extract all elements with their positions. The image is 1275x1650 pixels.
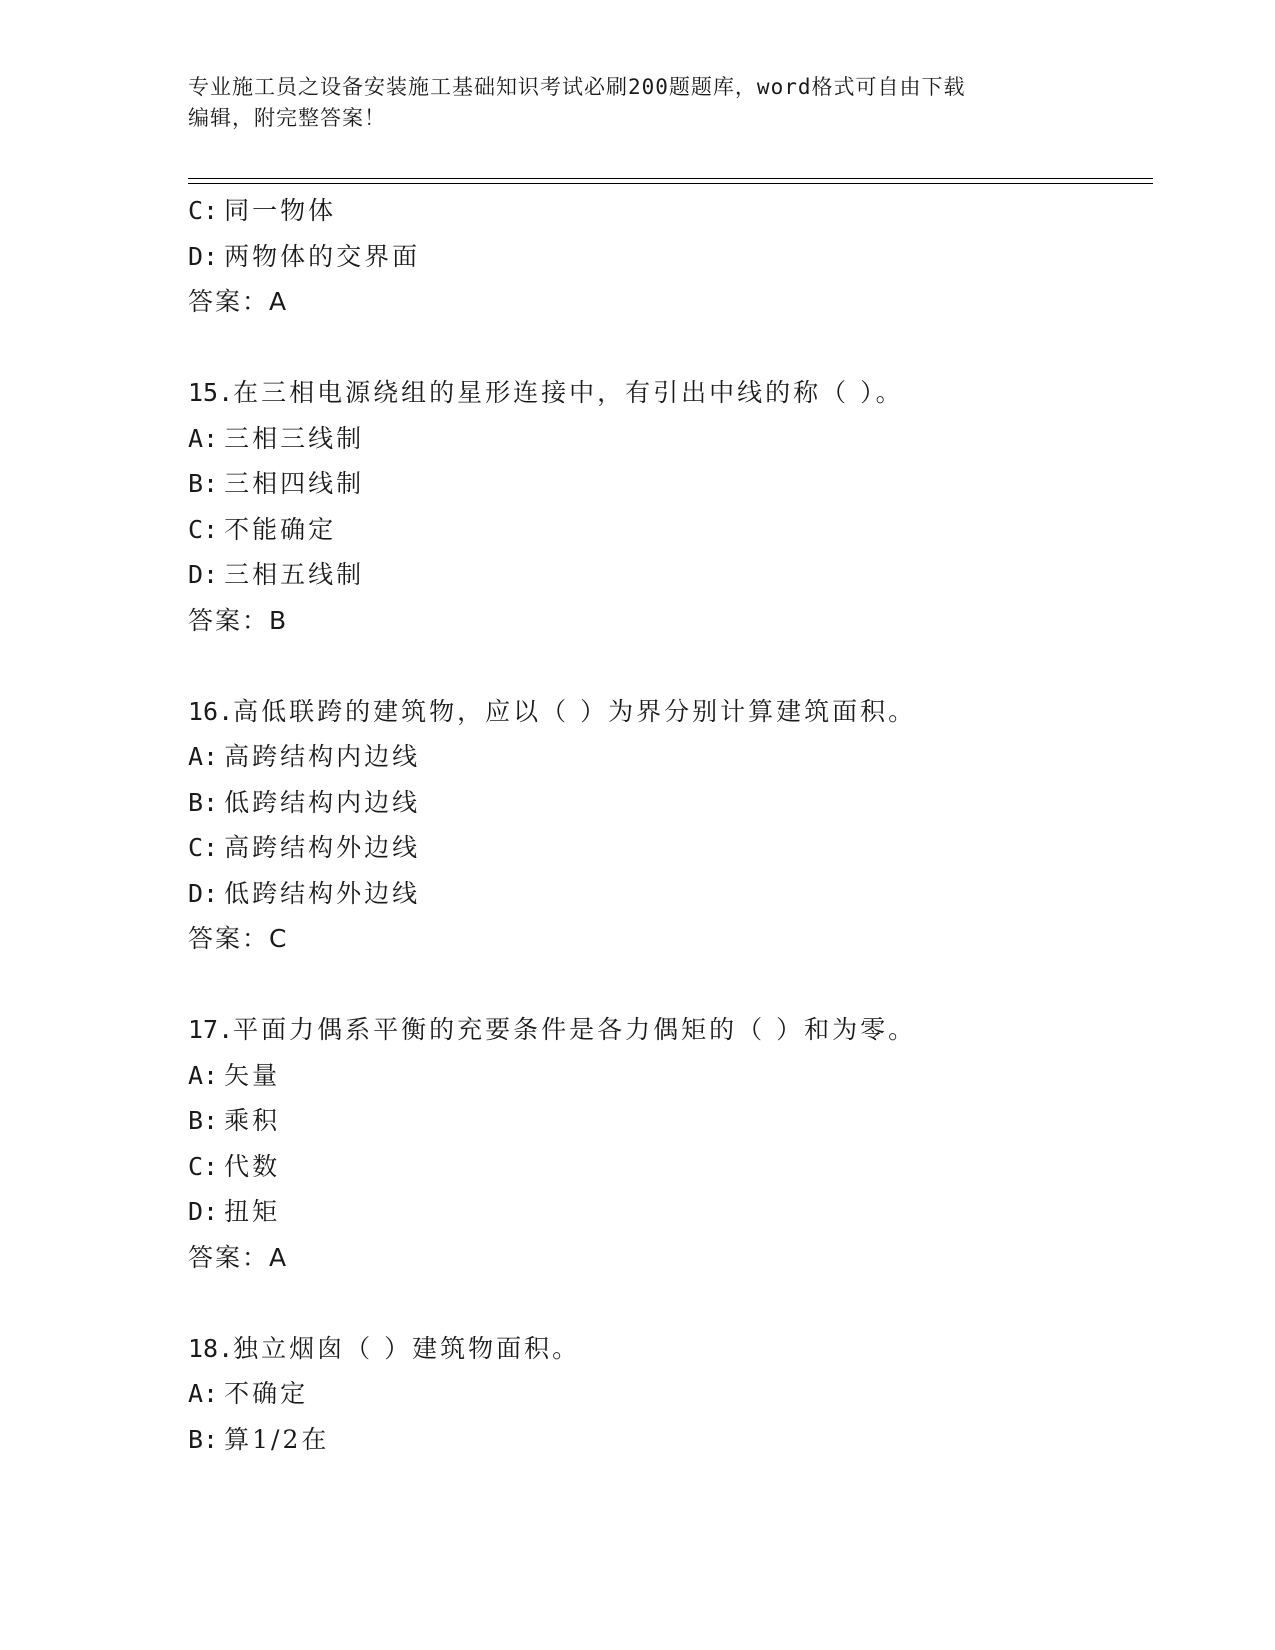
- option-letter: A:: [188, 742, 219, 771]
- spacer: [188, 643, 1148, 689]
- option-row: [188, 1189, 1148, 1235]
- option-row: [188, 1144, 1148, 1190]
- spacer: [188, 962, 1148, 1008]
- option-row: [188, 871, 1148, 917]
- option-row: [188, 234, 1148, 280]
- header-line-1: 专业施工员之设备安装施工基础知识考试必刷200题题库，word格式可自由下载: [188, 75, 966, 99]
- option-letter: D:: [188, 1197, 219, 1226]
- option-letter: B:: [188, 1106, 219, 1135]
- option-row: [188, 734, 1148, 780]
- option-row: [188, 507, 1148, 553]
- question-number: 17.: [188, 1015, 234, 1044]
- question-text: 独立烟囱（ ）建筑物面积。: [233, 1333, 581, 1363]
- header-divider-top: [188, 178, 1153, 179]
- option-text: 高跨结构外边线: [224, 833, 421, 862]
- option-letter: B:: [188, 469, 219, 498]
- option-letter: C:: [188, 833, 219, 862]
- question-stem: [188, 689, 1148, 735]
- option-row: [188, 780, 1148, 826]
- option-letter: C:: [188, 1151, 219, 1181]
- option-letter: C:: [188, 514, 219, 544]
- question-stem: [188, 1007, 1148, 1053]
- option-text: 扭矩: [224, 1197, 281, 1226]
- question-text: 平面力偶系平衡的充要条件是各力偶矩的（ ）和为零。: [233, 1015, 917, 1044]
- option-text: 不确定: [224, 1379, 309, 1408]
- option-row: [188, 1417, 1148, 1463]
- answer-line: 答案：A: [188, 1242, 289, 1272]
- option-text: 三相四线制: [224, 469, 365, 498]
- option-letter: A:: [188, 1379, 219, 1408]
- option-letter: B:: [188, 1424, 219, 1454]
- question-number: 15.: [188, 378, 234, 407]
- spacer: [188, 1280, 1148, 1326]
- option-row: [188, 1098, 1148, 1144]
- option-letter: D:: [188, 241, 219, 271]
- question-block: [188, 1326, 1148, 1463]
- answer-line: 答案：C: [188, 924, 289, 953]
- header-line-2: 编辑，附完整答案！: [188, 106, 386, 130]
- option-text: 低跨结构内边线: [224, 787, 421, 817]
- option-text: 代数: [224, 1151, 281, 1181]
- question-block: [188, 370, 1148, 643]
- option-text: 高跨结构内边线: [224, 742, 421, 771]
- option-text: 同一物体: [224, 196, 337, 225]
- question-text: 高低联跨的建筑物，应以（ ）为界分别计算建筑面积。: [233, 696, 917, 726]
- question-number: 18.: [188, 1333, 234, 1363]
- question-stem: [188, 1326, 1148, 1372]
- option-row: [188, 825, 1148, 871]
- answer-line: 答案：B: [188, 605, 289, 635]
- question-fragment: [188, 188, 1148, 325]
- option-row: [188, 1371, 1148, 1417]
- option-text: 两物体的交界面: [224, 241, 421, 271]
- option-letter: A:: [188, 423, 219, 453]
- option-row: [188, 461, 1148, 507]
- option-text: 乘积: [224, 1106, 281, 1135]
- spacer: [188, 325, 1148, 371]
- option-letter: D:: [188, 878, 219, 908]
- option-letter: D:: [188, 560, 219, 589]
- option-text: 三相三线制: [224, 423, 365, 453]
- question-block: [188, 1007, 1148, 1280]
- option-text: 不能确定: [224, 514, 337, 544]
- option-row: [188, 1053, 1148, 1099]
- option-text: 算1/2在: [224, 1424, 330, 1454]
- option-text: 低跨结构外边线: [224, 878, 421, 908]
- question-stem: [188, 370, 1148, 416]
- option-letter: C:: [188, 196, 219, 225]
- option-letter: B:: [188, 787, 219, 817]
- question-block: [188, 689, 1148, 962]
- header-divider-bottom: [188, 183, 1153, 184]
- question-list: [188, 188, 1148, 1462]
- option-row: [188, 552, 1148, 598]
- option-text: 三相五线制: [224, 560, 365, 589]
- question-text: 在三相电源绕组的星形连接中，有引出中线的称（ ）。: [233, 378, 904, 407]
- option-text: 矢量: [224, 1060, 281, 1090]
- option-row: [188, 416, 1148, 462]
- option-row: [188, 188, 1148, 234]
- option-letter: A:: [188, 1060, 219, 1090]
- answer-line: 答案：A: [188, 287, 289, 316]
- document-header: [188, 72, 1078, 134]
- question-number: 16.: [188, 696, 234, 726]
